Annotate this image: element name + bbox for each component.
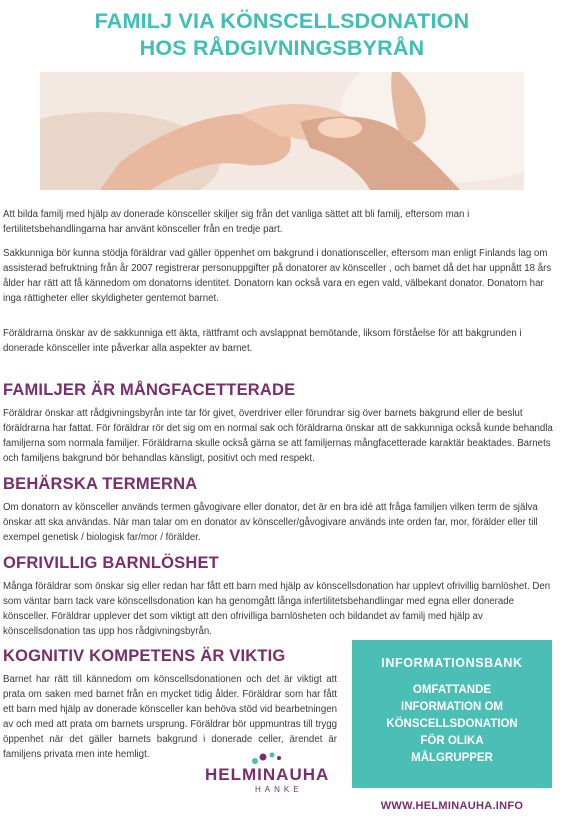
- section-heading-barnloshet: OFRIVILLIG BARNLÖSHET: [3, 554, 219, 572]
- section-heading-familjer: FAMILJER ÄR MÅNGFACETTERADE: [3, 381, 296, 399]
- page-title: FAMILJ VIA KÖNSCELLSDONATION HOS RÅDGIVNINGSBYRÅN: [94, 9, 470, 60]
- helminauha-logo: [205, 752, 345, 812]
- section-text-barnloshet: Många föräldrar som önskar sig eller redan har fått ett barn med hjälp av könscellsdonation har upplevt ofrivillig barnlöshet. Den som väntar barn tack vare könscellsdonation kan ha genomgått långa infertilitetsbehandlingar med egna eller donerade könsceller. Föräldrar upplever det som viktigt att den ofrivilliga barnlösheten och bildandet av familj med hjälp av könscellsdonation tas upp hos rådgivningsbyrån.: [3, 581, 551, 637]
- info-box-text: OMFATTANDE INFORMATION OM KÖNSCELLSDONATION FÖR OLIKA MÅLGRUPPER: [386, 684, 518, 764]
- info-box-title: INFORMATIONSBANK: [381, 656, 523, 670]
- hands-photo: [40, 72, 524, 190]
- section-text-kompetens: Barnet har rätt till kännedom om könscellsdonationen och det är viktigt att prata om saken med barnet från en mycket tidig ålder. Föräldrar som har fått ett barn med hjälp av donerade könsceller kan behöva stöd vid bearbetningen av och med att prata om barnets ursprung. Föräldrar bör uppmuntras till trygg öppenhet när det gäller barnets bakgrund i donerade celler, ärendet är familjens privata men inte hemligt.: [3, 674, 337, 760]
- intro-paragraph-1: Att bilda familj med hjälp av donerade könsceller skiljer sig från det vanliga sättet att bli familj, eftersom man i fertilitetsbehandlingarna har använt könsceller från en tredje part.: [3, 209, 470, 235]
- section-text-termerna: Om donatorn av könsceller används termen gåvogivare eller donator, det är en bra idé att fråga familjen vilken term de själva önskar att ska användas. När man talar om en donator av könsceller/gåvogivare används inte orden far, mor, förälder eller till exempel genetisk / biologisk far/mor / förälder.: [3, 502, 538, 543]
- beads-icon: [249, 752, 299, 766]
- info-box: [352, 640, 552, 788]
- intro-paragraph-2: Sakkunniga bör kunna stödja föräldrar vad gäller öppenhet om bakgrund i donationsceller, eftersom man enligt Finlands lag om assisterad befruktning från år 2007 registrerar personuppgifter på donatorer av könsceller , och barnet då det har uppnått 18 års ålder har rätt att få kännedom om donatorns identitet. Donatorn kan också vara en egen vald, välbekant donator. Donatorn har inga rättigheter eller skyldigheter gentemot barnet.: [3, 248, 552, 304]
- section-heading-termerna: BEHÄRSKA TERMERNA: [3, 475, 198, 493]
- logo-sub: HANKE: [255, 785, 303, 794]
- section-heading-kompetens: KOGNITIV KOMPETENS ÄR VIKTIG: [3, 647, 286, 665]
- section-text-familjer: Föräldrar önskar att rådgivningsbyrån inte tar för givet, överdriver eller förundrar sig över barnets bakgrund eller de beslut föräldrarna har fattat. För föräldrar rör det sig om en normal sak och föräldrarna önskar att de sakkunniga också kunde behandla familjerna som normala familjer. Föräldrarna skulle också gärna se att familjernas mångfacetterade karaktär beaktades. Barnets och familjens bakgrund bör behandlas känsligt, positivt och med respekt.: [3, 408, 553, 464]
- intro-paragraph-3: Föräldrarna önskar av de sakkunniga ett äkta, rättframt och avslappnat bemötande, liksom förståelse för att bakgrunden i donerade könsceller inte påverkar alla aspekter av barnet.: [3, 328, 522, 354]
- logo-name: HELMINAUHA: [205, 765, 330, 784]
- website-link[interactable]: WWW.HELMINAUHA.INFO: [380, 800, 524, 812]
